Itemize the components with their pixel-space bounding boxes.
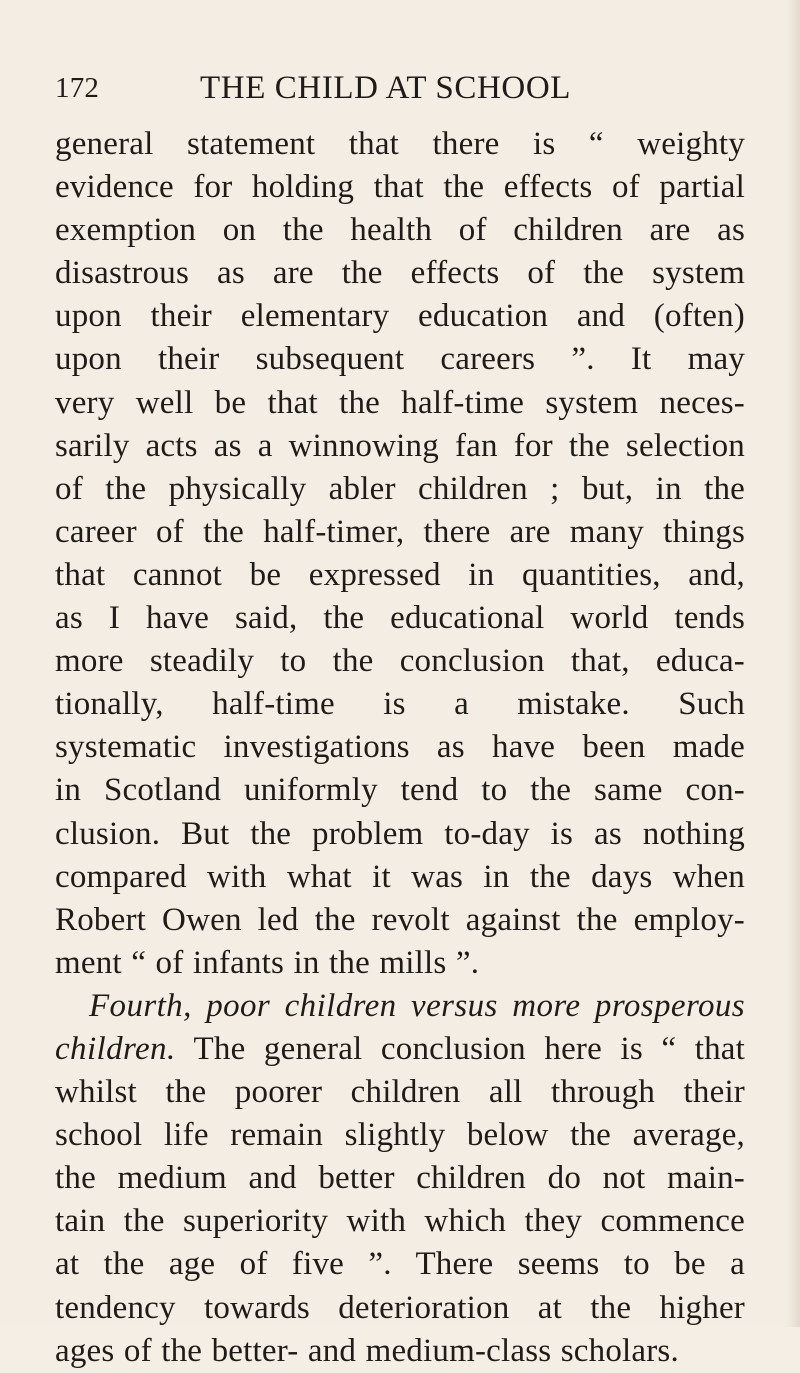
text-line-19: Robert Owen led the revolt against the employ-: [55, 901, 745, 938]
text-line-3: exemption on the health of children are as: [55, 212, 745, 249]
text-line-9: of the physically abler children ; but, in the: [55, 470, 745, 507]
text-line-17: clusion. But the problem to-day is as nothing: [55, 815, 745, 852]
text-line-20: ment “ of infants in the mills ”.: [55, 944, 480, 981]
paragraph-two-line-5: tain the superiority with which they commence: [55, 1203, 745, 1240]
text-line-16: in Scotland uniformly tend to the same con-: [55, 772, 745, 809]
page-number: 172: [55, 72, 100, 104]
running-header: [55, 70, 745, 112]
running-title: THE CHILD AT SCHOOL: [200, 70, 572, 106]
text-line-11: that cannot be expressed in quantities, and,: [55, 556, 745, 593]
section-heading-line: Fourth, poor children versus more prosperous: [89, 987, 745, 1024]
page-edge-shadow: [786, 0, 800, 1327]
text-line-1: general statement that there is “ weighty: [55, 126, 745, 162]
text-line-8: sarily acts as a winnowing fan for the selection: [55, 427, 745, 464]
text-line-4: disastrous as are the effects of the system: [55, 255, 745, 292]
text-line-15: systematic investigations as have been made: [55, 729, 745, 766]
italic-heading-fragment: children.: [55, 1030, 176, 1067]
paragraph-two-fragment: The general conclusion here is “ that: [175, 1030, 745, 1067]
text-line-14: tionally, half-time is a mistake. Such: [55, 686, 745, 723]
text-line-12: as I have said, the educational world tends: [55, 600, 745, 637]
paragraph-two-line-4: the medium and better children do not main-: [55, 1160, 745, 1197]
text-line-18: compared with what it was in the days when: [55, 858, 745, 895]
paragraph-two-line-1: [55, 1028, 745, 1071]
text-line-13: more steadily to the conclusion that, educa-: [55, 643, 745, 680]
text-line-5: upon their elementary education and (often): [55, 298, 745, 335]
text-line-2: evidence for holding that the effects of partial: [55, 169, 745, 206]
text-line-7: very well be that the half-time system neces-: [55, 384, 745, 421]
paragraph-two-line-8: ages of the better- and medium-class scholars.: [55, 1332, 679, 1369]
text-line-6: upon their subsequent careers ”. It may: [55, 341, 745, 378]
paragraph-two-line-6: at the age of five ”. There seems to be a: [55, 1246, 745, 1283]
text-line-10: career of the half-timer, there are many things: [55, 513, 745, 550]
paragraph-two-line-3: school life remain slightly below the average,: [55, 1117, 745, 1154]
paragraph-two-line-2: whilst the poorer children all through their: [55, 1074, 745, 1111]
main-text: [55, 123, 745, 1373]
paragraph-two-line-7: tendency towards deterioration at the higher: [55, 1289, 745, 1326]
